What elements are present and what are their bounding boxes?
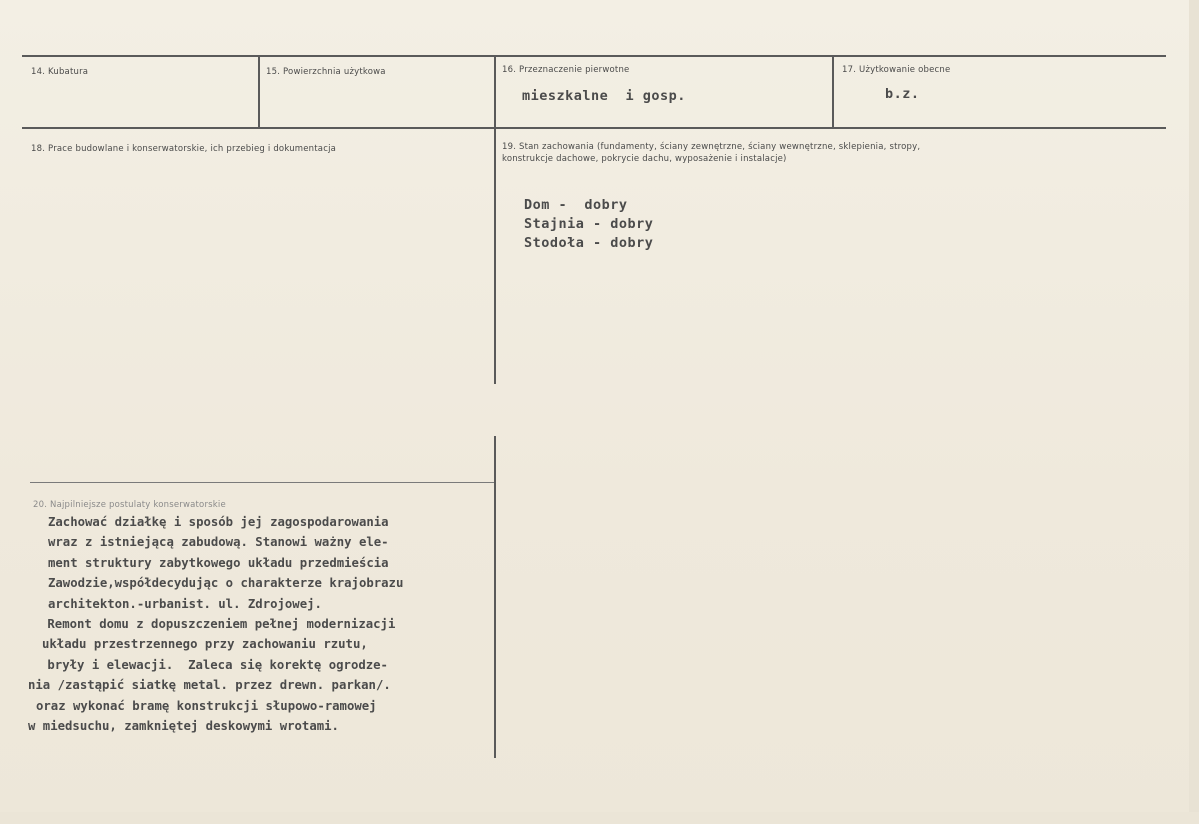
postulate-line: w miedsuchu, zamkniętej deskowymi wrotami. — [28, 719, 339, 734]
divider-15-16 — [494, 57, 496, 127]
postulate-line: Zachować działkę i sposób jej zagospodarowania — [48, 515, 389, 529]
postulate-line: nia /zastąpić siatkę metal. przez drewn. parkan/. — [28, 678, 391, 693]
field-19-label-line1: 19. Stan zachowania (fundamenty, ściany zewnętrzne, ściany wewnętrzne, sklepienia, stropy, — [502, 142, 921, 152]
field-19-value — [524, 196, 653, 253]
section-20-border — [30, 482, 494, 483]
postulate-line: architekton.-urbanist. ul. Zdrojowej. — [48, 596, 322, 611]
postulate-line: bryły i elewacji. Zaleca się korektę ogrodze- — [40, 657, 388, 672]
field-16-value: mieszkalne i gosp. — [522, 88, 686, 104]
condition-line: Stajnia - dobry — [524, 216, 654, 232]
postulate-line: układu przestrzennego przy zachowaniu rzutu, — [42, 637, 368, 652]
field-14-label: 14. Kubatura — [31, 67, 89, 77]
card-edge-right — [1189, 0, 1199, 824]
condition-line: Stodoła - dobry — [524, 235, 654, 251]
divider-18-19 — [494, 129, 496, 384]
field-20-value — [28, 512, 404, 736]
postulate-line: Remont domu z dopuszczeniem pełnej modernizacji — [40, 617, 396, 632]
condition-line: Dom - dobry — [524, 197, 628, 213]
divider-14-15 — [258, 57, 260, 127]
field-17-value: b.z. — [885, 86, 920, 102]
top-border — [22, 55, 1166, 57]
field-18-label: 18. Prace budowlane i konserwatorskie, ich przebieg i dokumentacja — [31, 144, 337, 154]
field-16-label: 16. Przeznaczenie pierwotne — [502, 65, 630, 75]
postulate-line: Zawodzie,współdecydując o charakterze krajobrazu — [48, 576, 404, 591]
divider-16-17 — [832, 57, 834, 127]
field-19-label-line2: konstrukcje dachowe, pokrycie dachu, wyposażenie i instalacje) — [502, 154, 787, 164]
postulate-line: wraz z istniejącą zabudową. Stanowi ważny ele- — [48, 535, 389, 550]
card-edge-bottom — [0, 812, 1199, 824]
divider-20-19 — [494, 436, 496, 758]
postulate-line: ment struktury zabytkowego układu przedmieścia — [48, 555, 389, 570]
row-separator — [22, 127, 1166, 129]
field-20-label: 20. Najpilniejsze postulaty konserwatorskie — [33, 500, 226, 510]
postulate-line: oraz wykonać bramę konstrukcji słupowo-ramowej — [36, 698, 377, 713]
field-17-label: 17. Użytkowanie obecne — [842, 65, 951, 75]
field-15-label: 15. Powierzchnia użytkowa — [266, 67, 386, 77]
